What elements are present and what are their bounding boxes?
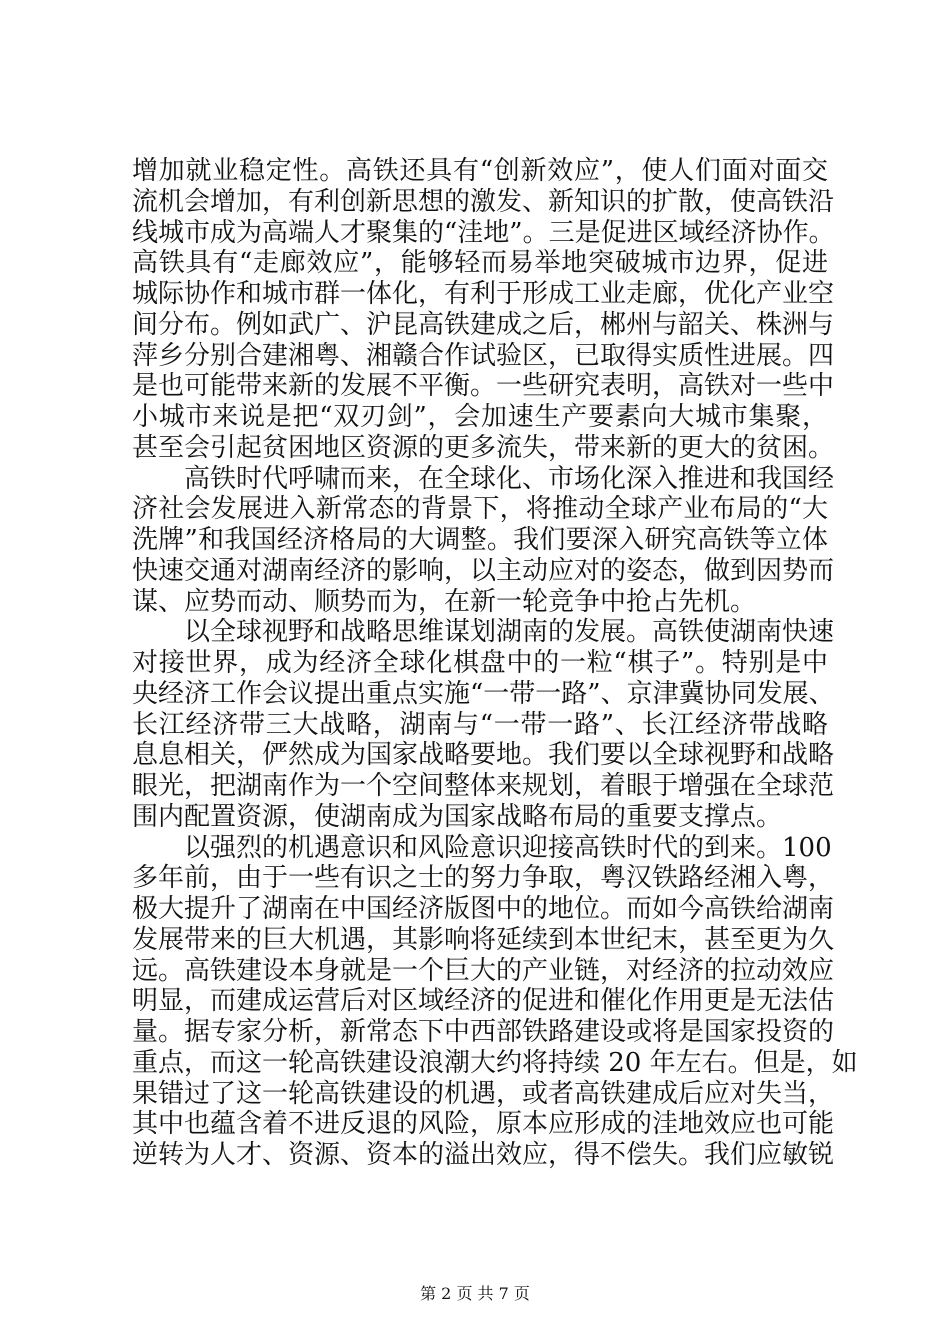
- text-line: 重点，而这一轮高铁建设浪潮大约将持续 20 年左右。但是，如: [132, 1047, 858, 1078]
- text-line: 发展带来的巨大机遇，其影响将延续到本世纪末，甚至更为久: [132, 924, 835, 955]
- text-line: 线城市成为高端人才聚集的“洼地”。三是促进区域经济协作。: [132, 217, 835, 248]
- text-line: 快速交通对湖南经济的影响，以主动应对的姿态，做到因势而: [132, 555, 835, 586]
- paragraph: [132, 617, 835, 832]
- text-line: 其中也蕴含着不进反退的风险，原本应形成的洼地效应也可能: [132, 1109, 835, 1140]
- text-line: 小城市来说是把“双刃剑”，会加速生产要素向大城市集聚，: [132, 402, 828, 432]
- text-line: 城际协作和城市群一体化，有利于形成工业走廊，优化产业空: [132, 279, 835, 309]
- text-line: 间分布。例如武广、沪昆高铁建成之后，郴州与韶关、株洲与: [132, 309, 835, 340]
- text-line: 长江经济带三大战略，湖南与“一带一路”、长江经济带战略: [132, 709, 828, 740]
- text-line: 明显，而建成运营后对区域经济的促进和催化作用更是无法估: [132, 986, 835, 1017]
- text-line: 谋、应势而动、顺势而为，在新一轮竞争中抢占先机。: [132, 586, 757, 617]
- text-line: 以强烈的机遇意识和风险意识迎接高铁时代的到来。100: [184, 832, 832, 863]
- text-line: 央经济工作会议提出重点实施“一带一路”、京津冀协同发展、: [132, 678, 835, 709]
- text-line: 对接世界，成为经济全球化棋盘中的一粒“棋子”。特别是中: [132, 648, 828, 678]
- text-line: 甚至会引起贫困地区资源的更多流失，带来新的更大的贫困。: [132, 432, 835, 463]
- text-line: 量。据专家分析，新常态下中西部铁路建设或将是国家投资的: [132, 1017, 835, 1047]
- text-line: 极大提升了湖南在中国经济版图中的地位。而如今高铁给湖南: [132, 894, 835, 924]
- text-line: 以全球视野和战略思维谋划湖南的发展。高铁使湖南快速: [184, 617, 835, 648]
- text-line: 济社会发展进入新常态的背景下，将推动全球产业布局的“大: [132, 494, 828, 525]
- text-line: 萍乡分别合建湘粤、湘赣合作试验区，已取得实质性进展。四: [132, 340, 835, 371]
- text-line: 流机会增加，有利创新思想的激发、新知识的扩散，使高铁沿: [132, 186, 835, 217]
- text-line: 多年前，由于一些有识之士的努力争取，粤汉铁路经湘入粤，: [132, 863, 835, 894]
- text-line: 增加就业稳定性。高铁还具有“创新效应”，使人们面对面交: [132, 156, 828, 186]
- text-line: 高铁时代呼啸而来，在全球化、市场化深入推进和我国经: [184, 463, 835, 494]
- page-footer: 第 2 页 共 7 页: [420, 1284, 530, 1303]
- text-line: 洗牌”和我国经济格局的大调整。我们要深入研究高铁等立体: [132, 525, 828, 555]
- paragraph: [132, 832, 858, 1171]
- text-line: 眼光，把湖南作为一个空间整体来规划，着眼于增强在全球范: [132, 771, 835, 801]
- body-text: [132, 156, 858, 1171]
- text-line: 高铁具有“走廊效应”，能够轻而易举地突破城市边界，促进: [132, 248, 828, 279]
- text-line: 远。高铁建设本身就是一个巨大的产业链，对经济的拉动效应: [132, 955, 835, 986]
- text-line: 果错过了这一轮高铁建设的机遇，或者高铁建成后应对失当，: [132, 1078, 835, 1109]
- text-line: 围内配置资源，使湖南成为国家战略布局的重要支撑点。: [132, 801, 783, 832]
- text-line: 逆转为人才、资源、资本的溢出效应，得不偿失。我们应敏锐: [132, 1140, 835, 1170]
- text-line: 是也可能带来新的发展不平衡。一些研究表明，高铁对一些中: [132, 371, 835, 402]
- paragraph: [132, 156, 835, 464]
- paragraph: [132, 463, 835, 618]
- text-line: 息息相关，俨然成为国家战略要地。我们要以全球视野和战略: [132, 740, 835, 771]
